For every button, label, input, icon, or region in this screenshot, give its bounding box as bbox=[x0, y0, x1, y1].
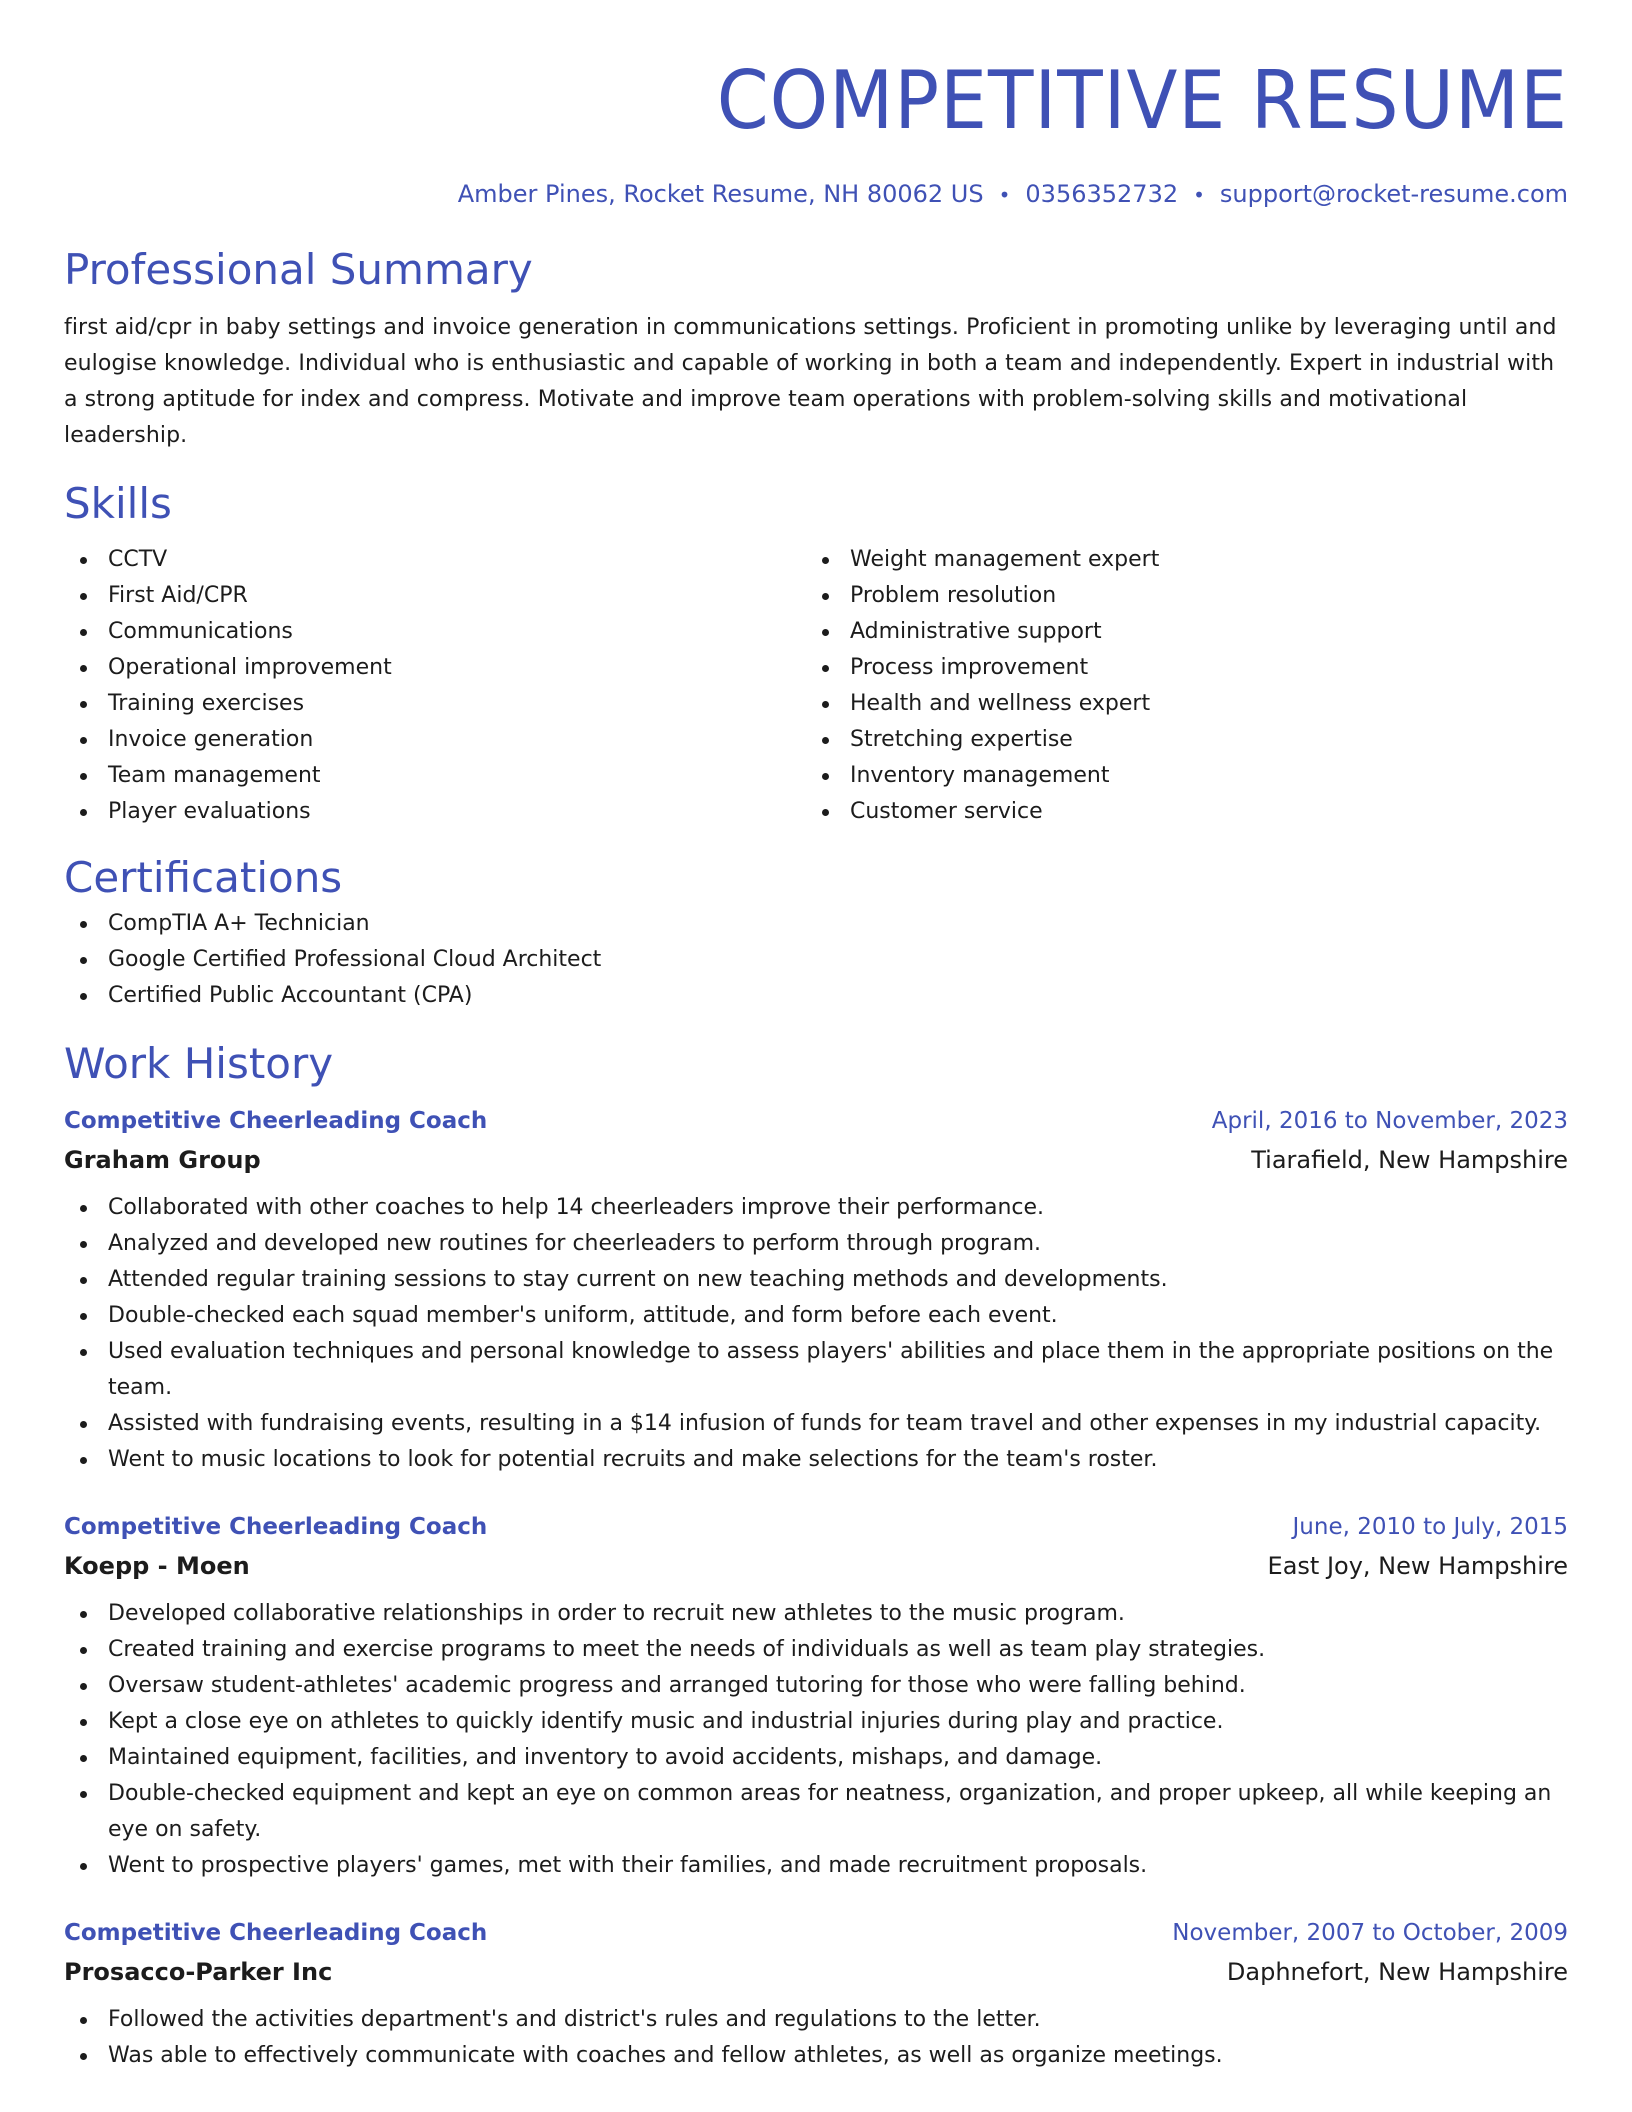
job-header-row bbox=[64, 1914, 1568, 1952]
job-company: Prosacco-Parker Inc bbox=[64, 1958, 333, 1986]
skills-list-right bbox=[806, 542, 1548, 830]
contact-address: Amber Pines, Rocket Resume, NH 80062 US bbox=[457, 180, 984, 208]
resume-title: COMPETITIVE RESUME bbox=[716, 54, 1568, 147]
job-title: Competitive Cheerleading Coach bbox=[64, 1108, 488, 1134]
job-entry bbox=[64, 1914, 1568, 2074]
skills-grid bbox=[64, 542, 1568, 830]
job-company-row bbox=[64, 1546, 1568, 1586]
job-duty: Followed the activities department's and district's rules and regulations to the letter. bbox=[64, 2002, 1568, 2038]
job-location: East Joy, New Hampshire bbox=[1267, 1552, 1568, 1580]
certification-item: Google Certified Professional Cloud Architect bbox=[64, 942, 1568, 978]
contact-phone: 0356352732 bbox=[1025, 180, 1179, 208]
skill-item: First Aid/CPR bbox=[64, 578, 806, 614]
job-entry bbox=[64, 1102, 1568, 1478]
job-duty: Attended regular training sessions to stay current on new teaching methods and developments. bbox=[64, 1262, 1568, 1298]
certification-item: CompTIA A+ Technician bbox=[64, 906, 1568, 942]
job-duties-list bbox=[64, 1190, 1568, 1478]
job-duty: Maintained equipment, facilities, and inventory to avoid accidents, mishaps, and damage. bbox=[64, 1740, 1568, 1776]
contact-separator: • bbox=[998, 183, 1011, 207]
job-header-row bbox=[64, 1508, 1568, 1546]
job-duty: Was able to effectively communicate with coaches and fellow athletes, as well as organize meetings. bbox=[64, 2038, 1568, 2074]
job-dates: April, 2016 to November, 2023 bbox=[1211, 1108, 1568, 1134]
job-duty: Double-checked equipment and kept an eye on common areas for neatness, organization, and proper upkeep, all while keeping an eye on safety. bbox=[64, 1776, 1568, 1848]
summary-heading: Professional Summary bbox=[64, 245, 533, 294]
skill-item: Process improvement bbox=[806, 650, 1548, 686]
skill-item: Customer service bbox=[806, 794, 1548, 830]
job-entry bbox=[64, 1508, 1568, 1884]
job-duty: Collaborated with other coaches to help 14 cheerleaders improve their performance. bbox=[64, 1190, 1568, 1226]
skill-item: Inventory management bbox=[806, 758, 1548, 794]
job-header-row bbox=[64, 1102, 1568, 1140]
certification-item: Certified Public Accountant (CPA) bbox=[64, 978, 1568, 1014]
job-company: Koepp - Moen bbox=[64, 1552, 250, 1580]
job-duties-list bbox=[64, 2002, 1568, 2074]
skill-item: Training exercises bbox=[64, 686, 806, 722]
skill-item: Team management bbox=[64, 758, 806, 794]
job-duty: Double-checked each squad member's uniform, attitude, and form before each event. bbox=[64, 1298, 1568, 1334]
job-duty: Used evaluation techniques and personal knowledge to assess players' abilities and place them in the appropriate positions on the team. bbox=[64, 1334, 1568, 1406]
job-duty: Went to prospective players' games, met with their families, and made recruitment proposals. bbox=[64, 1848, 1568, 1884]
contact-line bbox=[64, 177, 1568, 212]
job-title: Competitive Cheerleading Coach bbox=[64, 1920, 488, 1946]
skill-item: Player evaluations bbox=[64, 794, 806, 830]
job-title: Competitive Cheerleading Coach bbox=[64, 1514, 488, 1540]
skill-item: Operational improvement bbox=[64, 650, 806, 686]
job-location: Daphnefort, New Hampshire bbox=[1226, 1958, 1568, 1986]
job-dates: November, 2007 to October, 2009 bbox=[1172, 1920, 1568, 1946]
job-duty: Assisted with fundraising events, resulting in a $14 infusion of funds for team travel and other expenses in my industrial capacity. bbox=[64, 1406, 1568, 1442]
certifications-heading: Certifications bbox=[64, 853, 343, 902]
summary-text: first aid/cpr in baby settings and invoice generation in communications settings. Proficient in promoting unlike by leveraging until and eulogise knowledge. Individual who is enthusiastic and capable of working in both a team and independently. Expert in industrial with a strong aptitude for index and compress. Motivate and improve team operations with problem-solving skills and motivational leadership. bbox=[64, 315, 1557, 448]
work-history-heading: Work History bbox=[64, 1039, 334, 1088]
skill-item: Invoice generation bbox=[64, 722, 806, 758]
skills-heading: Skills bbox=[64, 479, 172, 528]
contact-separator: • bbox=[1193, 183, 1205, 207]
job-duty: Kept a close eye on athletes to quickly identify music and industrial injuries during play and practice. bbox=[64, 1704, 1568, 1740]
skill-item: CCTV bbox=[64, 542, 806, 578]
job-company: Graham Group bbox=[64, 1146, 261, 1174]
job-duty: Oversaw student-athletes' academic progress and arranged tutoring for those who were falling behind. bbox=[64, 1668, 1568, 1704]
skill-item: Administrative support bbox=[806, 614, 1548, 650]
certifications-list bbox=[64, 906, 1568, 1014]
skills-list-left bbox=[64, 542, 806, 830]
job-location: Tiarafield, New Hampshire bbox=[1251, 1146, 1568, 1174]
job-company-row bbox=[64, 1952, 1568, 1992]
job-duty: Created training and exercise programs to meet the needs of individuals as well as team play strategies. bbox=[64, 1632, 1568, 1668]
job-duties-list bbox=[64, 1596, 1568, 1884]
skill-item: Health and wellness expert bbox=[806, 686, 1548, 722]
skill-item: Communications bbox=[64, 614, 806, 650]
job-duty: Analyzed and developed new routines for cheerleaders to perform through program. bbox=[64, 1226, 1568, 1262]
skill-item: Stretching expertise bbox=[806, 722, 1548, 758]
job-duty: Went to music locations to look for potential recruits and make selections for the team's roster. bbox=[64, 1442, 1568, 1478]
job-dates: June, 2010 to July, 2015 bbox=[1292, 1514, 1568, 1540]
job-company-row bbox=[64, 1140, 1568, 1180]
skill-item: Problem resolution bbox=[806, 578, 1548, 614]
job-duty: Developed collaborative relationships in order to recruit new athletes to the music program. bbox=[64, 1596, 1568, 1632]
contact-email[interactable]: support@rocket-resume.com bbox=[1219, 180, 1568, 208]
skill-item: Weight management expert bbox=[806, 542, 1548, 578]
